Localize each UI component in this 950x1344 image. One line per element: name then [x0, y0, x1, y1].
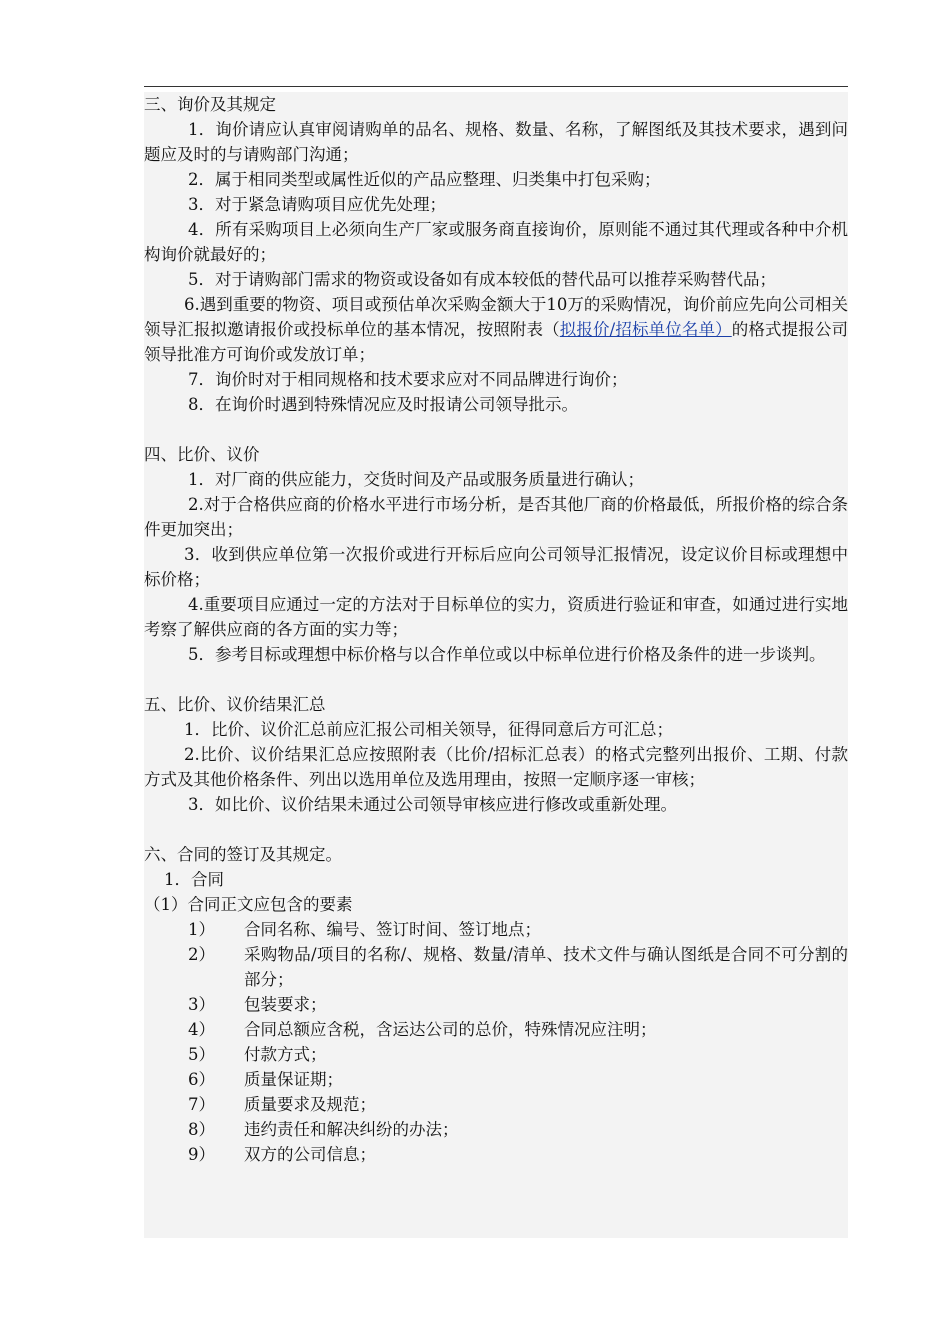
contract-element-item — [144, 1142, 848, 1167]
spacer — [144, 817, 848, 842]
item-text: 采购物品/项目的名称/、规格、数量/清单、技术文件与确认图纸是合同不可分割的部分； — [244, 945, 848, 989]
item-text: 付款方式； — [244, 1045, 327, 1064]
contract-element-item — [144, 1017, 848, 1042]
sec3-item-6-text-b: 的格式提报公司领导批准方可询价或发放订单； — [144, 320, 849, 364]
item-number: 2） — [188, 945, 215, 964]
sec3-item-2: 2．属于相同类型或属性近似的产品应整理、归类集中打包采购； — [188, 170, 661, 189]
item-number: 4） — [188, 1020, 215, 1039]
sec3-item-4: 4．所有采购项目上必须向生产厂家或服务商直接询价，原则能不通过其代理或各种中介机构询价就最好的； — [144, 220, 848, 264]
contract-element-item — [144, 942, 848, 992]
item-text: 质量要求及规范； — [244, 1095, 376, 1114]
sec3-item-8: 8．在询价时遇到特殊情况应及时报请公司领导批示。 — [188, 395, 578, 414]
section-4-heading: 四、比价、议价 — [144, 445, 260, 464]
section-6-heading: 六、合同的签订及其规定。 — [144, 845, 342, 864]
item-number: 6） — [188, 1070, 215, 1089]
contract-element-item — [144, 992, 848, 1017]
contract-elements-list — [144, 917, 848, 1167]
sec4-item-3: 3．收到供应单位第一次报价或进行开标后应向公司领导汇报情况，设定议价目标或理想中标价格； — [144, 545, 848, 589]
header-rule — [144, 86, 848, 87]
item-number: 7） — [188, 1095, 215, 1114]
contract-element-item — [144, 1042, 848, 1067]
item-text: 双方的公司信息； — [244, 1145, 376, 1164]
section-5-heading: 五、比价、议价结果汇总 — [144, 695, 326, 714]
item-text: 质量保证期； — [244, 1070, 343, 1089]
spacer — [144, 667, 848, 692]
sec3-item-6 — [144, 292, 848, 367]
item-number: 1） — [188, 920, 215, 939]
contract-element-item — [144, 917, 848, 942]
item-text: 包装要求； — [244, 995, 327, 1014]
item-text: 违约责任和解决纠纷的办法； — [244, 1120, 459, 1139]
item-number: 8） — [188, 1120, 215, 1139]
contract-element-item — [144, 1092, 848, 1117]
sec4-item-5: 5．参考目标或理想中标价格与以合作单位或以中标单位进行价格及条件的进一步谈判。 — [188, 645, 826, 664]
sec4-item-2: 2.对于合格供应商的价格水平进行市场分析，是否其他厂商的价格最低，所报价格的综合条件更加突出； — [144, 495, 848, 539]
sec5-item-2: 2.比价、议价结果汇总应按照附表（比价/招标汇总表）的格式完整列出报价、工期、付款方式及其他价格条件、列出以选用单位及选用理由，按照一定顺序逐一审核； — [144, 745, 848, 789]
item-text: 合同名称、编号、签订时间、签订地点； — [244, 920, 541, 939]
sec3-item-7: 7．询价时对于相同规格和技术要求应对不同品牌进行询价； — [188, 370, 628, 389]
sec6-subheading-contract: 1．合同 — [164, 870, 224, 889]
sec3-item-6-text-a: 6.遇到重要的物资、项目或预估单次采购金额大于10万的采购情况，询价前应先向公司相关领导汇报拟邀请报价或投标单位的基本情况，按照附表（ — [144, 295, 848, 339]
bidder-list-link[interactable]: 拟报价/招标单位名单） — [559, 320, 732, 339]
item-number: 5） — [188, 1045, 215, 1064]
item-number: 9） — [188, 1145, 215, 1164]
sec4-item-1: 1．对厂商的供应能力，交货时间及产品或服务质量进行确认； — [188, 470, 644, 489]
sec3-item-3: 3．对于紧急请购项目应优先处理； — [188, 195, 446, 214]
sec5-item-1: 1．比价、议价汇总前应汇报公司相关领导，征得同意后方可汇总； — [184, 720, 673, 739]
item-number: 3） — [188, 995, 215, 1014]
sec5-item-3: 3．如比价、议价结果未通过公司领导审核应进行修改或重新处理。 — [188, 795, 677, 814]
item-text: 合同总额应含税，含运达公司的总价，特殊情况应注明； — [244, 1020, 657, 1039]
spacer — [144, 417, 848, 442]
document-body — [144, 92, 848, 1238]
sec4-item-4: 4.重要项目应通过一定的方法对于目标单位的实力，资质进行验证和审查，如通过进行实地考察了解供应商的各方面的实力等； — [144, 595, 848, 639]
sec6-subheading-elements: （1）合同正文应包含的要素 — [144, 895, 353, 914]
section-3-heading: 三、询价及其规定 — [144, 95, 276, 114]
contract-element-item — [144, 1067, 848, 1092]
sec3-item-1: 1．询价请应认真审阅请购单的品名、规格、数量、名称，了解图纸及其技术要求，遇到问题应及时的与请购部门沟通； — [144, 120, 848, 164]
contract-element-item — [144, 1117, 848, 1142]
sec3-item-5: 5．对于请购部门需求的物资或设备如有成本较低的替代品可以推荐采购替代品； — [188, 270, 776, 289]
